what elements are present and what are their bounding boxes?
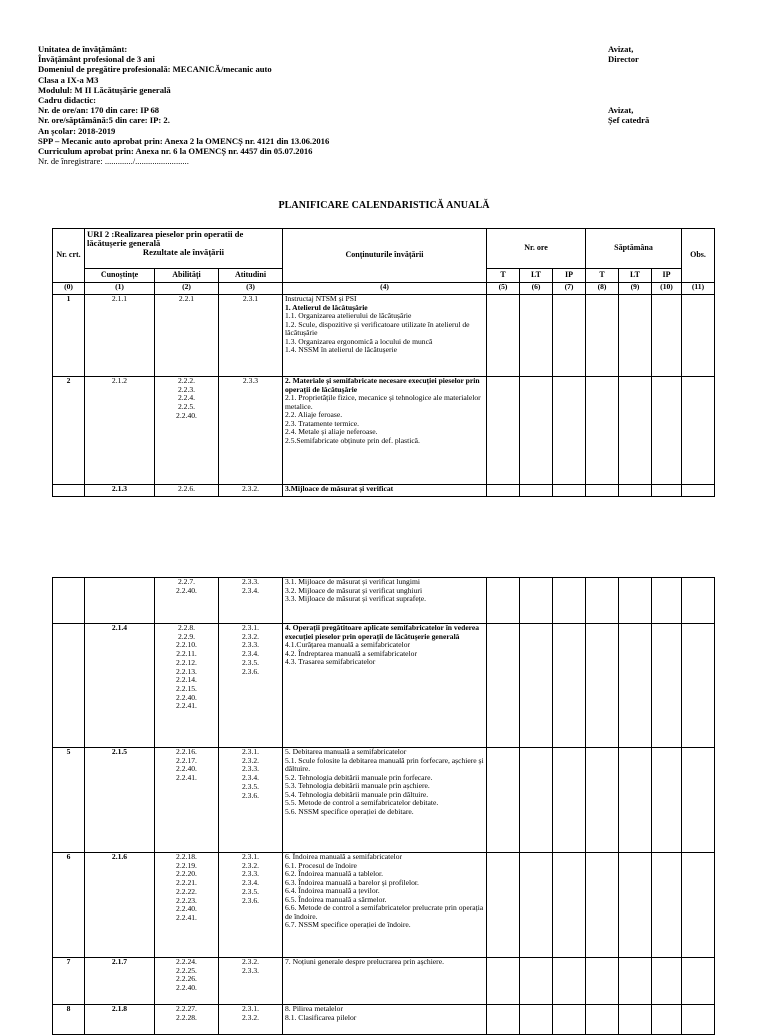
content-line: 6.4. Îndoirea manuală a țevilor.	[285, 886, 380, 895]
content-line: 2.1. Proprietățile fizice, mecanice și tehnologice ale materialelor metalice.	[285, 393, 481, 411]
empty-cell	[586, 748, 619, 853]
atitudine-code: 2.3.4.	[241, 878, 260, 888]
empty-cell	[553, 1005, 586, 1035]
empty-cell	[682, 485, 715, 497]
empty-cell	[652, 295, 682, 377]
uri-title: URI 2 :Realizarea pieselor prin operatii de lăcătușerie generală	[87, 229, 244, 249]
abilitate-code: 2.2.5.	[177, 402, 196, 412]
content-line: 2.3. Tratamente termice.	[285, 418, 360, 428]
atitudini-codes	[219, 377, 283, 485]
column-index: (8)	[586, 283, 619, 295]
content-line: 5.3. Tehnologia debitării manuale prin așchiere.	[285, 781, 430, 790]
header-line	[38, 146, 738, 156]
empty-cell	[619, 748, 652, 853]
header-line	[38, 105, 738, 115]
content-line: 4. Operații pregătitoare aplicate semifabricatelor în vederea execuției pieselor prin operații de lăcătușerie generală	[285, 623, 480, 641]
empty-cell	[487, 578, 520, 624]
content-line: 6.5. Îndoirea manuală a sârmelor.	[285, 894, 387, 904]
empty-cell	[520, 958, 553, 1005]
empty-cell	[520, 377, 553, 485]
abilitate-code: 2.2.3.	[177, 384, 196, 394]
atitudine-code: 2.3.3.	[241, 577, 260, 586]
content-line: 5.5. Metode de control a semifabricatelor debitate.	[285, 798, 439, 807]
header-line	[38, 95, 738, 105]
abilitate-code: 2.2.20.	[176, 869, 197, 879]
empty-cell	[619, 377, 652, 485]
abilitate-code: 2.2.10.	[176, 640, 197, 650]
empty-cell	[586, 958, 619, 1005]
header-approval-text	[608, 85, 738, 95]
header-lt-week: LT	[619, 269, 652, 283]
atitudine-code: 2.3.5.	[241, 781, 260, 791]
atitudine-code: 2.3.3.	[241, 869, 260, 879]
abilitate-code: 2.2.40.	[176, 410, 197, 420]
content-line: 6.6. Metode de control a semifabricatelor prelucrate prin operația de îndoire.	[285, 903, 484, 921]
atitudini-codes	[219, 748, 283, 853]
column-index: (5)	[487, 283, 520, 295]
empty-cell	[682, 578, 715, 624]
header-line-text: Modulul: M II Lăcătușărie generală	[38, 84, 171, 95]
header-approval-text: Avizat,	[608, 44, 634, 54]
content-line: Instructaj NTSM și PSI	[285, 294, 357, 303]
cunostinte-code: 2.1.4	[85, 624, 155, 748]
empty-cell	[520, 748, 553, 853]
row-number	[53, 578, 85, 624]
content-line: 4.3. Trasarea semifabricatelor	[285, 657, 376, 666]
empty-cell	[487, 748, 520, 853]
header-approval-text	[608, 95, 738, 105]
abilitate-code: 2.2.6.	[177, 484, 196, 493]
content-line: 3.1. Mijloace de măsurat și verificat lungimi	[285, 577, 420, 586]
header-nr-crt: Nr. crt.	[53, 229, 85, 283]
abilitate-code: 2.2.41.	[176, 912, 197, 922]
empty-cell	[520, 853, 553, 958]
atitudini-codes	[219, 485, 283, 497]
cunostinte-code: 2.1.6	[85, 853, 155, 958]
content-line: 5.6. NSSM specifice operației de debitare.	[285, 806, 414, 816]
abilitate-code: 2.2.40.	[176, 904, 197, 914]
content-line: 5.1. Scule folosite la debitarea manuală prin forfecare, așchiere și dăltuire.	[285, 755, 484, 773]
planning-table-1	[52, 228, 715, 497]
empty-cell	[652, 1005, 682, 1035]
empty-cell	[652, 748, 682, 853]
table-row	[53, 485, 715, 497]
header-line-text: Curriculum aprobat prin: Anexa nr. 6 la OMENCȘ nr. 4457 din 05.07.2016	[38, 145, 313, 156]
content-line: 7. Noțiuni generale despre prelucrarea prin așchiere.	[285, 957, 444, 966]
header-uri	[85, 229, 283, 269]
header-ip-week: IP	[652, 269, 682, 283]
abilitate-code: 2.2.24.	[176, 957, 197, 966]
atitudine-code: 2.3.3.	[241, 764, 260, 774]
header-nr-ore: Nr. ore	[487, 229, 586, 269]
header-approval-text	[608, 75, 738, 85]
empty-cell	[553, 578, 586, 624]
content-line: 4.1.Curățarea manuală a semifabricatelor	[285, 640, 411, 649]
atitudine-code: 2.3.4.	[241, 649, 260, 659]
abilitate-code: 2.2.16.	[176, 747, 197, 756]
row-number: 1	[53, 295, 85, 377]
header-approval-text	[608, 136, 738, 146]
empty-cell	[682, 295, 715, 377]
cunostinte-code: 2.1.7	[85, 958, 155, 1005]
content-line: 1.3. Organizarea ergonomică a locului de muncă	[285, 336, 433, 346]
content-line: 5.2. Tehnologia debitării manuale prin forfecare.	[285, 772, 433, 782]
empty-cell	[553, 748, 586, 853]
empty-cell	[652, 958, 682, 1005]
empty-cell	[619, 578, 652, 624]
table-row	[53, 958, 715, 1005]
content-line: 8. Pilirea metalelor	[285, 1004, 343, 1013]
abilitate-code: 2.2.23.	[176, 895, 197, 905]
row-number: 7	[53, 958, 85, 1005]
header-approval-text	[608, 64, 738, 74]
content-line: 2.5.Semifabricate obținute prin def. plastică.	[285, 435, 420, 445]
empty-cell	[586, 377, 619, 485]
abilitati-codes	[155, 853, 219, 958]
abilitate-code: 2.2.19.	[176, 860, 197, 870]
atitudine-code: 2.3.5.	[241, 657, 260, 667]
content-line: 1.2. Scule, dispozitive și verificatoare utilizate în atelierul de lăcătușărie	[285, 319, 470, 337]
header-saptamana: Săptămâna	[586, 229, 682, 269]
empty-cell	[682, 1005, 715, 1035]
content-line: 6. Îndoirea manuală a semifabricatelor	[285, 852, 403, 861]
column-index: (2)	[155, 283, 219, 295]
abilitati-codes	[155, 958, 219, 1005]
abilitati-codes	[155, 377, 219, 485]
empty-cell	[586, 1005, 619, 1035]
empty-cell	[553, 377, 586, 485]
cunostinte-code: 2.1.5	[85, 748, 155, 853]
content-cell	[283, 624, 487, 748]
empty-cell	[586, 853, 619, 958]
empty-cell	[682, 748, 715, 853]
table-row	[53, 748, 715, 853]
abilitate-code: 2.2.4.	[177, 393, 196, 403]
abilitate-code: 2.2.1	[178, 294, 195, 303]
empty-cell	[553, 853, 586, 958]
atitudine-code: 2.3.1.	[241, 623, 260, 632]
content-line: 5. Debitarea manuală a semifabricatelor	[285, 747, 407, 756]
table-row	[53, 1005, 715, 1035]
content-cell	[283, 485, 487, 497]
table-row	[53, 624, 715, 748]
empty-cell	[619, 853, 652, 958]
abilitate-code: 2.2.26.	[176, 974, 197, 984]
atitudini-codes	[219, 624, 283, 748]
atitudine-code: 2.3.3.	[241, 640, 260, 650]
atitudine-code: 2.3.6.	[241, 895, 260, 905]
empty-cell	[487, 295, 520, 377]
atitudini-codes	[219, 1005, 283, 1035]
abilitate-code: 2.2.18.	[176, 852, 197, 861]
row-number: 2	[53, 377, 85, 485]
header-t-week: T	[586, 269, 619, 283]
header-line-text: Nr. de înregistrare: ............./.........................	[38, 156, 189, 167]
empty-cell	[553, 485, 586, 497]
column-index: (3)	[219, 283, 283, 295]
abilitati-codes	[155, 578, 219, 624]
header-line	[38, 136, 738, 146]
abilitate-code: 2.2.40.	[176, 585, 197, 595]
header-approval-text	[608, 146, 738, 156]
content-line: 6.2. Îndoirea manuală a tablelor.	[285, 869, 384, 878]
empty-cell	[487, 1005, 520, 1035]
abilitati-codes	[155, 295, 219, 377]
abilitate-code: 2.2.12.	[176, 657, 197, 667]
empty-cell	[487, 624, 520, 748]
atitudine-code: 2.3.2.	[241, 484, 260, 493]
empty-cell	[586, 485, 619, 497]
column-index: (6)	[520, 283, 553, 295]
atitudine-code: 2.3.2.	[241, 631, 260, 641]
empty-cell	[487, 377, 520, 485]
column-index: (10)	[652, 283, 682, 295]
content-cell	[283, 578, 487, 624]
atitudine-code: 2.3.2.	[241, 1012, 260, 1022]
header-approval-text: Director	[608, 54, 639, 65]
table-row	[53, 295, 715, 377]
abilitate-code: 2.2.2.	[177, 376, 196, 385]
header-line-text: Domeniul de pregătire profesională: MECANICĂ/mecanic auto	[38, 64, 272, 75]
content-line: 4.2. Îndreptarea manuală a semifabricatelor	[285, 648, 417, 658]
content-line: 2. Materiale și semifabricate necesare execuției pieselor prin operații de lăcătușărie	[285, 376, 480, 394]
header-line	[38, 75, 738, 85]
header-approval-text: Avizat,	[608, 105, 634, 116]
header-line-text: Clasa a IX-a M3	[38, 74, 99, 85]
header-abilitati: Abilități	[155, 269, 219, 283]
empty-cell	[682, 853, 715, 958]
row-number	[53, 485, 85, 497]
header-ip: IP	[553, 269, 586, 283]
header-approval-text	[608, 126, 738, 136]
content-line: 1.1. Organizarea atelierului de lăcătușărie	[285, 311, 412, 320]
atitudine-code: 2.3.4.	[241, 773, 260, 783]
abilitate-code: 2.2.11.	[176, 649, 197, 659]
empty-cell	[652, 578, 682, 624]
cunostinte-code: 2.1.8	[85, 1005, 155, 1035]
header-line-text: Cadru didactic:	[38, 94, 97, 105]
empty-cell	[553, 295, 586, 377]
empty-cell	[553, 624, 586, 748]
content-line: 3.3. Mijloace de măsurat și verificat suprafețe.	[285, 594, 427, 603]
abilitati-codes	[155, 748, 219, 853]
header-line-text: Nr. de ore/an: 170 din care: IP 68	[38, 105, 160, 116]
abilitate-code: 2.2.40.	[176, 692, 197, 702]
cunostinte-code: 2.1.2	[85, 377, 155, 485]
empty-cell	[487, 853, 520, 958]
atitudini-codes	[219, 578, 283, 624]
column-index-row	[53, 283, 715, 295]
header-continut: Conținuturile învățării	[283, 229, 487, 283]
abilitate-code: 2.2.40.	[176, 983, 197, 993]
header-approval-text: Șef catedră	[608, 115, 650, 126]
content-cell	[283, 853, 487, 958]
header-line	[38, 64, 738, 74]
empty-cell	[682, 958, 715, 1005]
atitudine-code: 2.3.1.	[241, 747, 260, 756]
empty-cell	[520, 624, 553, 748]
column-index: (9)	[619, 283, 652, 295]
header-line	[38, 156, 738, 166]
abilitate-code: 2.2.8.	[177, 623, 196, 632]
header-obs: Obs.	[682, 229, 715, 283]
abilitate-code: 2.2.41.	[176, 701, 197, 711]
atitudine-code: 2.3.3	[242, 376, 259, 385]
cunostinte-code: 2.1.1	[85, 295, 155, 377]
content-line: 1. Atelierul de lăcătușărie	[285, 302, 368, 312]
content-line: 8.1. Clasificarea pilelor	[285, 1012, 357, 1022]
atitudini-codes	[219, 958, 283, 1005]
empty-cell	[652, 377, 682, 485]
column-index: (11)	[682, 283, 715, 295]
empty-cell	[586, 295, 619, 377]
content-line: 2.2. Aliaje feroase.	[285, 410, 343, 419]
header-atitudini: Atitudini	[219, 269, 283, 283]
empty-cell	[619, 1005, 652, 1035]
atitudine-code: 2.3.3.	[241, 965, 260, 975]
content-line: 6.1. Procesul de îndoire	[285, 860, 357, 870]
empty-cell	[652, 853, 682, 958]
header-line-text: Nr. ore/săptămână:5 din care: IP: 2.	[38, 115, 170, 126]
cunostinte-code: 2.1.3	[85, 485, 155, 497]
header-line	[38, 85, 738, 95]
empty-cell	[520, 295, 553, 377]
atitudine-code: 2.3.4.	[241, 585, 260, 595]
atitudine-code: 2.3.1.	[241, 852, 260, 861]
empty-cell	[682, 624, 715, 748]
document-title: PLANIFICARE CALENDARISTICĂ ANUALĂ	[278, 200, 490, 211]
empty-cell	[652, 624, 682, 748]
header-line	[38, 126, 738, 136]
content-line: 3.2. Mijloace de măsurat și verificat unghiuri	[285, 585, 423, 595]
empty-cell	[487, 485, 520, 497]
header-lt: LT	[520, 269, 553, 283]
column-index: (4)	[283, 283, 487, 295]
content-line: 2.4. Metale și aliaje neferoase.	[285, 427, 378, 436]
empty-cell	[586, 578, 619, 624]
row-number: 6	[53, 853, 85, 958]
atitudine-code: 2.3.1.	[241, 1004, 260, 1013]
content-cell	[283, 377, 487, 485]
atitudini-codes	[219, 295, 283, 377]
content-cell	[283, 295, 487, 377]
empty-cell	[487, 958, 520, 1005]
atitudine-code: 2.3.2.	[241, 860, 260, 870]
empty-cell	[586, 624, 619, 748]
header-line-text: An școlar: 2018-2019	[38, 125, 116, 136]
empty-cell	[553, 958, 586, 1005]
content-cell	[283, 1005, 487, 1035]
content-line: 3.Mijloace de măsurat și verificat	[285, 484, 394, 493]
table-row	[53, 853, 715, 958]
header-line-text: SPP – Mecanic auto aprobat prin: Anexa 2 la OMENCȘ nr. 4121 din 13.06.2016	[38, 135, 330, 146]
empty-cell	[619, 485, 652, 497]
content-cell	[283, 958, 487, 1005]
abilitate-code: 2.2.41.	[176, 773, 197, 783]
abilitate-code: 2.2.13.	[176, 666, 197, 676]
atitudine-code: 2.3.2.	[241, 957, 260, 966]
abilitate-code: 2.2.21.	[176, 878, 197, 888]
empty-cell	[619, 624, 652, 748]
abilitate-code: 2.2.25.	[176, 965, 197, 975]
header-cunostinte: Cunoștințe	[85, 269, 155, 283]
header-line-text: Învățământ profesional de 3 ani	[38, 54, 155, 65]
header-t: T	[487, 269, 520, 283]
abilitati-codes	[155, 1005, 219, 1035]
cunostinte-code	[85, 578, 155, 624]
content-cell	[283, 748, 487, 853]
empty-cell	[520, 485, 553, 497]
header-line	[38, 115, 738, 125]
abilitate-code: 2.2.15.	[176, 683, 197, 693]
column-index: (0)	[53, 283, 85, 295]
column-index: (1)	[85, 283, 155, 295]
table-row	[53, 578, 715, 624]
header-line	[38, 54, 738, 64]
atitudine-code: 2.3.1	[242, 294, 259, 303]
row-number	[53, 624, 85, 748]
abilitati-codes	[155, 485, 219, 497]
abilitate-code: 2.2.28.	[176, 1012, 197, 1022]
header-approval-text	[608, 156, 738, 166]
table-row	[53, 377, 715, 485]
abilitate-code: 2.2.9.	[177, 631, 196, 641]
abilitate-code: 2.2.27.	[176, 1004, 197, 1013]
empty-cell	[652, 485, 682, 497]
empty-cell	[682, 377, 715, 485]
header-line-text: Unitatea de învățământ:	[38, 44, 128, 54]
atitudine-code: 2.3.5.	[241, 886, 260, 896]
atitudini-codes	[219, 853, 283, 958]
atitudine-code: 2.3.6.	[241, 790, 260, 800]
atitudine-code: 2.3.2.	[241, 755, 260, 765]
uri-subtitle: Rezultate ale învățării	[142, 247, 225, 258]
abilitati-codes	[155, 624, 219, 748]
content-line: 6.3. Îndoirea manuală a barelor și profilelor.	[285, 877, 419, 887]
row-number: 5	[53, 748, 85, 853]
empty-cell	[619, 958, 652, 1005]
column-index: (7)	[553, 283, 586, 295]
abilitate-code: 2.2.17.	[176, 755, 197, 765]
abilitate-code: 2.2.14.	[176, 675, 197, 685]
header-line	[38, 44, 738, 54]
row-number: 8	[53, 1005, 85, 1035]
empty-cell	[520, 1005, 553, 1035]
document-header	[38, 44, 738, 166]
content-line: 6.7. NSSM specifice operației de îndoire.	[285, 920, 411, 929]
content-line: 1.4. NSSM în atelierul de lăcătușerie	[285, 345, 397, 354]
empty-cell	[619, 295, 652, 377]
abilitate-code: 2.2.22.	[176, 886, 197, 896]
planning-table-2	[52, 577, 715, 1035]
empty-cell	[520, 578, 553, 624]
atitudine-code: 2.3.6.	[241, 666, 260, 676]
abilitate-code: 2.2.7.	[177, 577, 196, 586]
abilitate-code: 2.2.40.	[176, 764, 197, 774]
content-line: 5.4. Tehnologia debitării manuale prin dăltuire.	[285, 789, 429, 799]
